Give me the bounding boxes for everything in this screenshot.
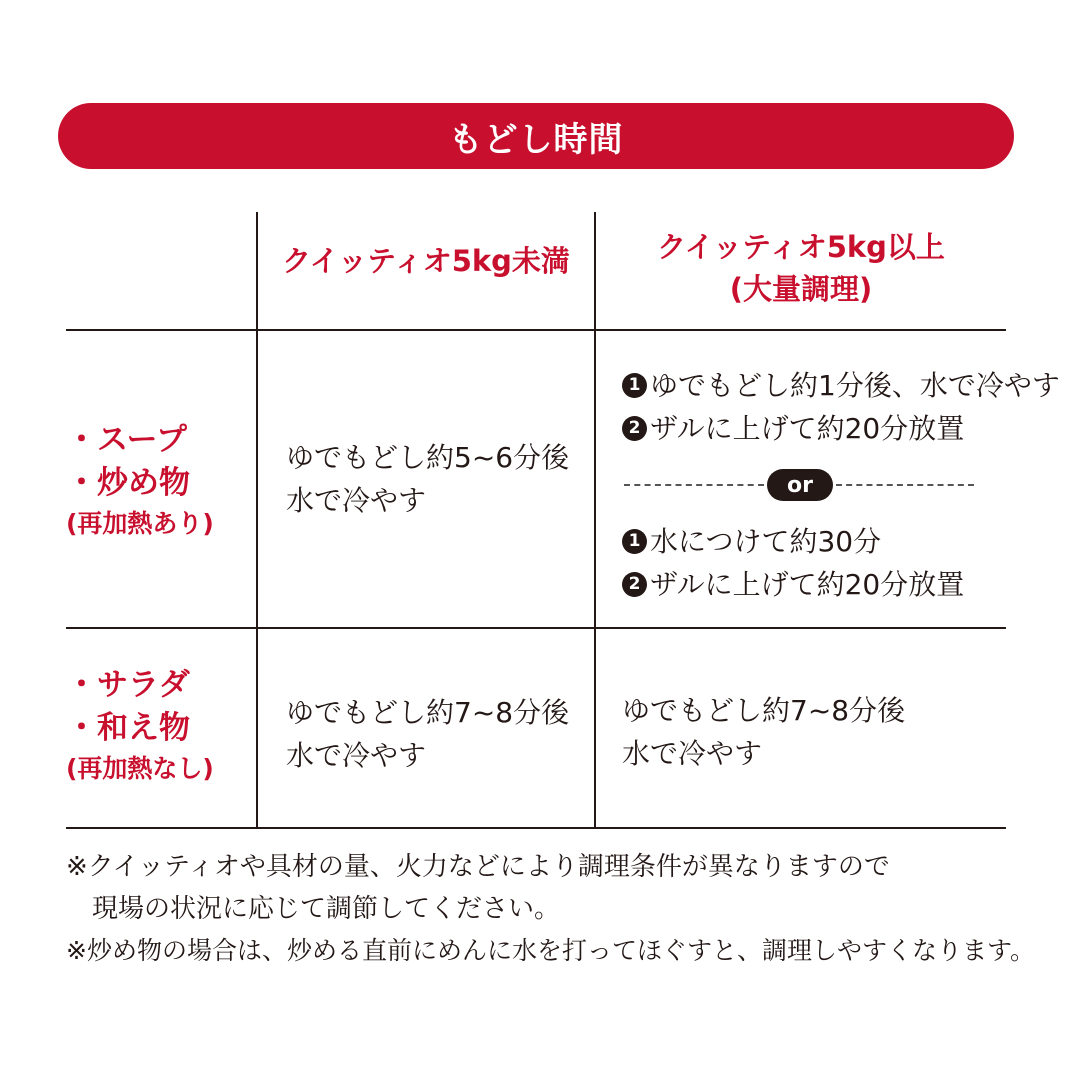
row-label-item: ・和え物 — [66, 710, 190, 746]
step-number-icon: 1 — [622, 373, 647, 398]
page-title: もどし時間 — [448, 119, 624, 160]
cell-text: 水で冷やす — [622, 737, 763, 770]
row-divider-bottom — [66, 827, 1006, 829]
step-text: 水につけて約30分 — [650, 525, 882, 558]
row-label-salad-aemono — [66, 664, 214, 788]
row-label-note: (再加熱なし) — [66, 754, 214, 783]
header-under-5kg-label: クイッティオ5kg未満 — [282, 244, 570, 278]
step-item — [622, 364, 1060, 407]
or-divider — [624, 469, 974, 501]
footnote-line: ※クイッティオや具材の量、火力などにより調理条件が異なりますので — [66, 852, 890, 882]
cell-row2-over-5kg — [622, 689, 905, 775]
step-item — [622, 563, 964, 606]
cell-text: ゆでもどし約5~6分後 — [286, 441, 570, 474]
column-divider-1 — [256, 212, 258, 828]
header-under-5kg — [258, 240, 594, 282]
cell-row1-under-5kg — [286, 436, 569, 522]
cell-text: 水で冷やす — [286, 484, 427, 517]
footnotes — [66, 846, 1035, 972]
row-label-note: (再加熱あり) — [66, 509, 214, 538]
row-label-item: ・サラダ — [66, 667, 190, 703]
footnote-line: ※炒め物の場合は、炒める直前にめんに水を打ってほぐすと、調理しやすくなります。 — [66, 936, 1035, 965]
cell-text: ゆでもどし約7~8分後 — [622, 694, 906, 727]
step-number-icon: 2 — [622, 416, 647, 441]
header-over-5kg — [596, 226, 1006, 310]
step-number-icon: 2 — [622, 572, 647, 597]
footnote-line: 現場の状況に応じて調節してください。 — [66, 894, 561, 924]
step-text: ザルに上げて約20分放置 — [650, 568, 965, 601]
step-item — [622, 520, 964, 563]
dashed-line — [624, 484, 764, 486]
step-text: ゆでもどし約1分後、水で冷やす — [650, 369, 1060, 402]
step-number-icon: 1 — [622, 529, 647, 554]
or-badge: or — [767, 469, 833, 501]
cell-row1-over-5kg-option-b — [622, 520, 964, 606]
cell-text: ゆでもどし約7~8分後 — [286, 696, 570, 729]
dashed-line — [836, 484, 974, 486]
cell-row1-over-5kg-option-a — [622, 364, 1060, 450]
header-over-5kg-sub: (大量調理) — [729, 272, 873, 306]
header-over-5kg-label: クイッティオ5kg以上 — [657, 230, 945, 264]
row-label-item: ・炒め物 — [66, 465, 190, 501]
row-divider-1 — [66, 627, 1006, 629]
row-label-item: ・スープ — [66, 422, 187, 458]
row-divider-header — [66, 329, 1006, 331]
cell-row2-under-5kg — [286, 691, 569, 777]
row-label-soup-stirfry — [66, 419, 214, 543]
step-item — [622, 407, 1060, 450]
step-text: ザルに上げて約20分放置 — [650, 412, 965, 445]
cell-text: 水で冷やす — [286, 739, 427, 772]
title-banner — [58, 103, 1014, 169]
